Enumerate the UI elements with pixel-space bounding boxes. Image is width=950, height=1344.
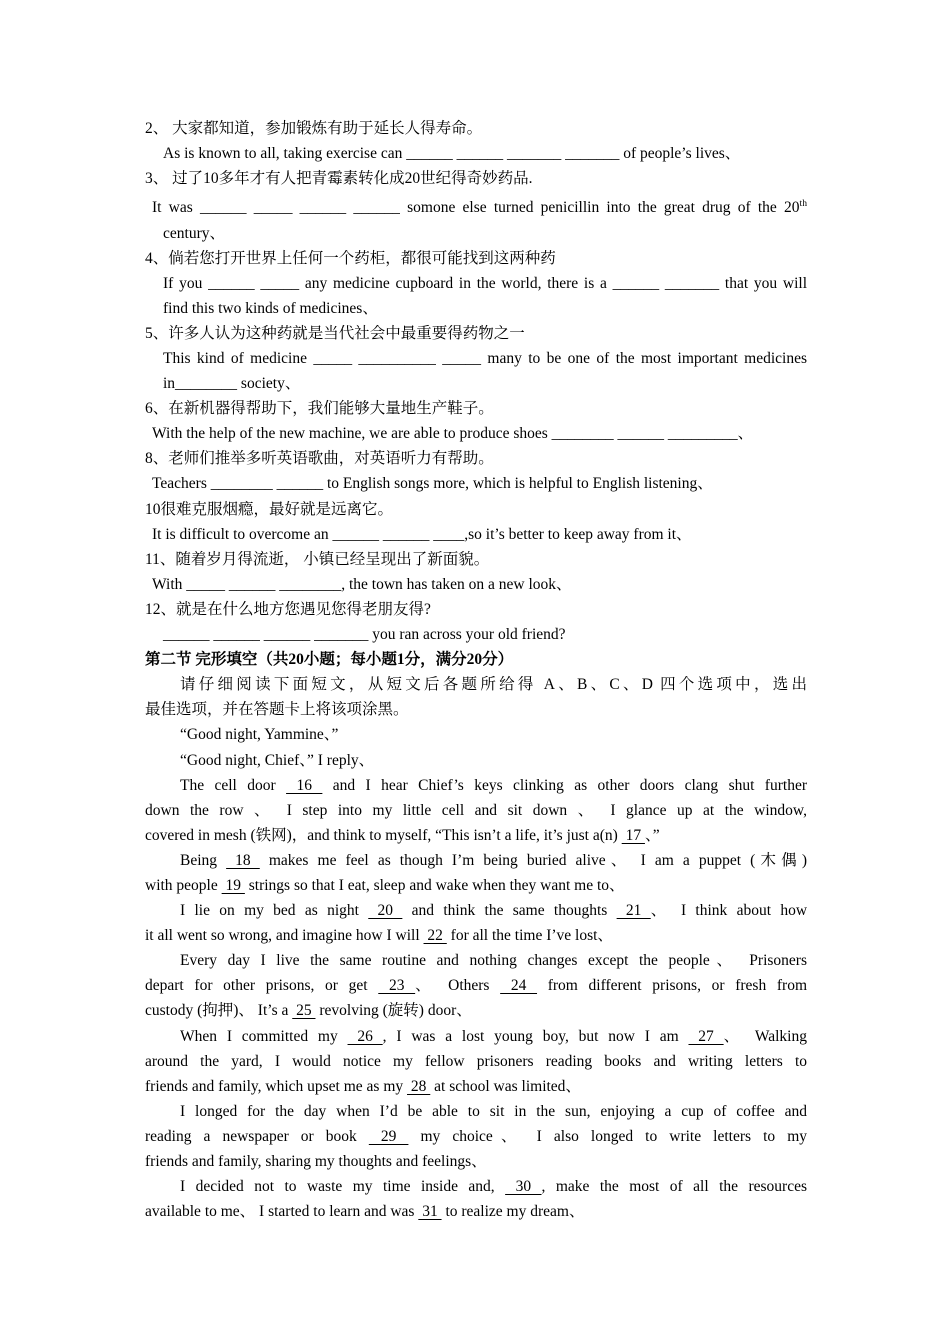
text-segment: If you ______ _____ any medicine cupboard in the world, there is a ______ _______ that you will: [163, 274, 807, 292]
text-line: [145, 271, 807, 296]
document-content: [145, 116, 807, 1224]
text-segment: With the help of the new machine, we are able to produce shoes ________ ______ _________、: [152, 425, 754, 443]
text-line: [145, 1149, 807, 1174]
text-line: [145, 973, 807, 998]
text-line: [145, 1124, 807, 1149]
text-line: [145, 672, 807, 697]
text-segment: down the row 、 I step into my little cell and sit down 、 I glance up at the window,: [145, 801, 807, 819]
text-segment: “Good night, Yammine、”: [180, 726, 339, 744]
text-line: [145, 421, 807, 446]
text-line: [145, 823, 807, 848]
text-segment: in________ society、: [163, 375, 301, 393]
text-segment: I decided not to waste my time inside and,: [180, 1178, 506, 1196]
cloze-blank: 17: [621, 826, 645, 844]
text-line: [145, 191, 807, 220]
text-line: [145, 166, 807, 191]
text-line: [145, 1024, 807, 1049]
cloze-blank: 23: [378, 977, 416, 995]
text-line: [145, 1199, 807, 1224]
text-segment: It is difficult to overcome an ______ ______ ____,so it’s better to keep away from it、: [152, 525, 692, 543]
text-segment: This kind of medicine _____ __________ _____ many to be one of the most important medicines: [163, 350, 807, 367]
text-segment: with people: [145, 876, 222, 894]
text-segment: friends and family, which upset me as my: [145, 1077, 408, 1095]
text-segment: for all the time I’ve lost、: [446, 927, 613, 945]
text-line: [145, 622, 807, 647]
text-line: [145, 798, 807, 823]
text-segment: my choice、 I also longed to write letters to my: [408, 1127, 807, 1145]
text-segment: 5、许多人认为这种药就是当代社会中最重要得药物之一: [145, 324, 525, 342]
cloze-blank: 25: [292, 1002, 316, 1020]
text-segment: 、 Walking: [723, 1027, 807, 1045]
text-segment: th: [799, 198, 807, 210]
text-segment: reading a newspaper or book: [145, 1127, 369, 1145]
text-segment: revolving (旋转) door、: [315, 1002, 472, 1020]
text-segment: , make the most of all the resources: [541, 1178, 807, 1196]
text-line: [145, 647, 807, 672]
cloze-blank: 24: [500, 977, 538, 995]
text-line: [145, 522, 807, 547]
text-segment: 10很难克服烟瘾，最好就是远离它。: [145, 500, 394, 518]
text-line: [145, 246, 807, 271]
text-line: [145, 371, 807, 396]
cloze-blank: 20: [368, 902, 403, 920]
text-segment: at school was limited、: [430, 1077, 581, 1095]
text-segment: 请仔细阅读下面短文，从短文后各题所给得 A、B、C、D 四个选项中，选出: [180, 676, 807, 694]
text-segment: ______ ______ ______ _______ you ran across your old friend?: [163, 626, 566, 644]
text-segment: depart for other prisons, or get: [145, 977, 379, 995]
text-line: [145, 547, 807, 572]
text-line: [145, 471, 807, 496]
text-segment: “Good night, Chief、” I reply、: [180, 751, 375, 769]
text-segment: I lie on my bed as night: [180, 902, 369, 920]
text-segment: 、”: [644, 826, 660, 844]
text-line: [145, 948, 807, 973]
text-line: [145, 697, 807, 722]
text-line: [145, 396, 807, 421]
text-line: [145, 116, 807, 141]
text-segment: As is known to all, taking exercise can ______ ______ _______ _______ of people’s lives、: [163, 145, 741, 163]
text-line: [145, 873, 807, 898]
text-segment: covered in mesh (铁网)，and think to myself, “This isn’t a life, it’s just a(n): [145, 826, 622, 844]
text-line: [145, 597, 807, 622]
text-segment: it all went so wrong, and imagine how I will: [145, 927, 424, 945]
text-segment: 8、老师们推举多听英语歌曲，对英语听力有帮助。: [145, 450, 494, 468]
text-segment: 3、 过了10多年才有人把青霉素转化成20世纪得奇妙药品.: [145, 170, 533, 188]
text-segment: 6、在新机器得帮助下，我们能够大量地生产鞋子。: [145, 400, 494, 418]
text-segment: 12、就是在什么地方您遇见您得老朋友得?: [145, 600, 431, 618]
text-segment: 2、 大家都知道，参加锻炼有助于延长人得寿命。: [145, 120, 483, 137]
text-line: [145, 446, 807, 471]
text-line: [145, 748, 807, 773]
text-segment: find this two kinds of medicines、: [163, 299, 378, 317]
text-line: [145, 572, 807, 597]
text-segment: Teachers ________ ______ to English songs more, which is helpful to English listening、: [152, 475, 713, 493]
text-line: [145, 1174, 807, 1199]
text-segment: makes me feel as though I’m being buried alive、 I am a puppet (木偶): [259, 851, 808, 869]
cloze-blank: 18: [226, 851, 260, 869]
text-line: [145, 722, 807, 747]
cloze-blank: 28: [407, 1077, 431, 1095]
text-line: [145, 848, 807, 873]
text-segment: 4、倘若您打开世界上任何一个药柜，都很可能找到这两种药: [145, 249, 556, 267]
cloze-blank: 22: [423, 927, 447, 945]
text-segment: and I hear Chief’s keys clinking as other doors clang shut further: [322, 776, 807, 794]
text-segment: 最佳选项，并在答题卡上将该项涂黑。: [145, 701, 409, 719]
text-line: [145, 998, 807, 1023]
cloze-blank: 16: [286, 776, 323, 794]
text-segment: 第二节 完形填空（共20小题；每小题1分，满分20分）: [145, 651, 514, 669]
text-segment: to realize my dream、: [441, 1203, 585, 1221]
text-segment: When I committed my: [180, 1027, 348, 1045]
text-segment: custody (拘押)、 It’s a: [145, 1002, 293, 1020]
text-line: [145, 1099, 807, 1124]
text-segment: , I was a lost young boy, but now I am: [382, 1027, 689, 1045]
cloze-blank: 30: [505, 1178, 542, 1196]
text-segment: 11、随着岁月得流逝， 小镇已经呈现出了新面貌。: [145, 550, 490, 568]
text-line: [145, 1049, 807, 1074]
text-segment: I longed for the day when I’d be able to sit in the sun, enjoying a cup of coffee and: [180, 1102, 807, 1120]
text-line: [145, 141, 807, 166]
cloze-blank: 26: [347, 1027, 383, 1045]
text-line: [145, 346, 807, 371]
cloze-blank: 29: [368, 1127, 409, 1145]
text-segment: 、 Others: [415, 977, 501, 995]
cloze-blank: 27: [688, 1027, 724, 1045]
cloze-blank: 21: [616, 902, 651, 920]
text-line: [145, 221, 807, 246]
text-line: [145, 898, 807, 923]
text-segment: from different prisons, or fresh from: [537, 977, 808, 995]
text-segment: With _____ ______ ________, the town has taken on a new look、: [152, 575, 572, 593]
text-line: [145, 923, 807, 948]
text-line: [145, 1074, 807, 1099]
cloze-blank: 19: [221, 876, 245, 894]
text-line: [145, 497, 807, 522]
text-segment: friends and family, sharing my thoughts and feelings、: [145, 1153, 487, 1170]
text-segment: Being: [180, 851, 227, 869]
text-segment: century、: [163, 224, 225, 242]
text-segment: The cell door: [180, 776, 287, 794]
text-segment: available to me、 I started to learn and was: [145, 1203, 419, 1221]
text-segment: around the yard, I would notice my fellow prisoners reading books and writing letters to: [145, 1052, 807, 1070]
text-line: [145, 773, 807, 798]
text-segment: It was ______ _____ ______ ______ somone else turned penicillin into the great drug of the 20: [152, 199, 800, 217]
text-segment: strings so that I eat, sleep and wake when they want me to、: [244, 876, 625, 894]
text-segment: Every day I live the same routine and nothing changes except the people、 Prisoners: [180, 952, 807, 970]
text-segment: and think the same thoughts: [402, 902, 617, 920]
text-segment: 、 I think about how: [650, 902, 808, 920]
cloze-blank: 31: [418, 1203, 442, 1221]
text-line: [145, 296, 807, 321]
text-line: [145, 321, 807, 346]
